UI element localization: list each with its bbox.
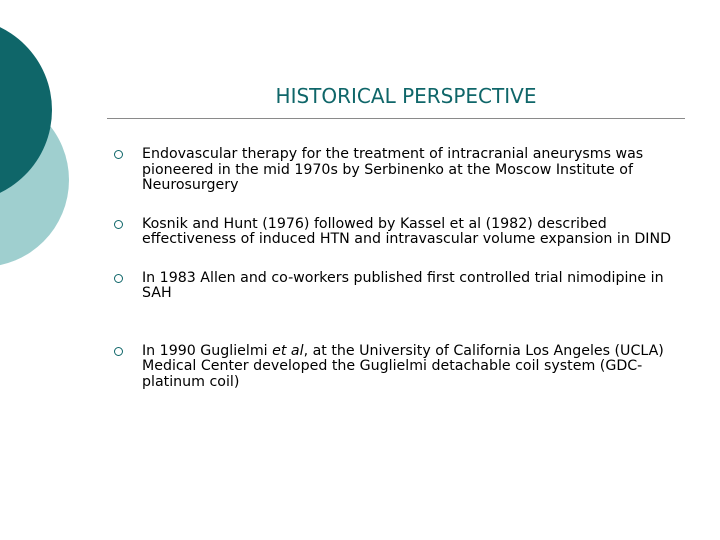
hollow-circle-bullet-icon (114, 150, 123, 159)
bullet-list (114, 147, 684, 390)
list-item (114, 147, 684, 194)
bullet-text: In 1983 Allen and co-workers published first controlled trial nimodipine in SAH (142, 269, 664, 301)
list-item (114, 271, 684, 302)
list-item (114, 344, 684, 391)
decorative-circles (0, 0, 90, 300)
bullet-text-end: , at the University of California Los Angeles (UCLA) Medical Center developed the Guglielmi detachable coil system (GDC- platinum coil) (142, 342, 664, 390)
hollow-circle-bullet-icon (114, 274, 123, 283)
bullet-text-italic: et al (272, 342, 304, 359)
slide-title: HISTORICAL PERSPECTIVE (275, 84, 537, 108)
bullet-text: Kosnik and Hunt (1976) followed by Kassel et al (1982) described effectiveness of induced HTN and intravascular volume expansion in DIND (142, 215, 672, 247)
list-item (114, 217, 684, 248)
hollow-circle-bullet-icon (114, 220, 123, 229)
bullet-text-start: In 1990 Guglielmi (142, 342, 273, 359)
title-divider (107, 118, 685, 119)
bullet-text (142, 343, 664, 390)
hollow-circle-bullet-icon (114, 347, 123, 356)
bullet-text: Endovascular therapy for the treatment of intracranial aneurysms was pioneered in the mid 1970s by Serbinenko at the Moscow Institute of Neurosurgery (142, 146, 644, 193)
